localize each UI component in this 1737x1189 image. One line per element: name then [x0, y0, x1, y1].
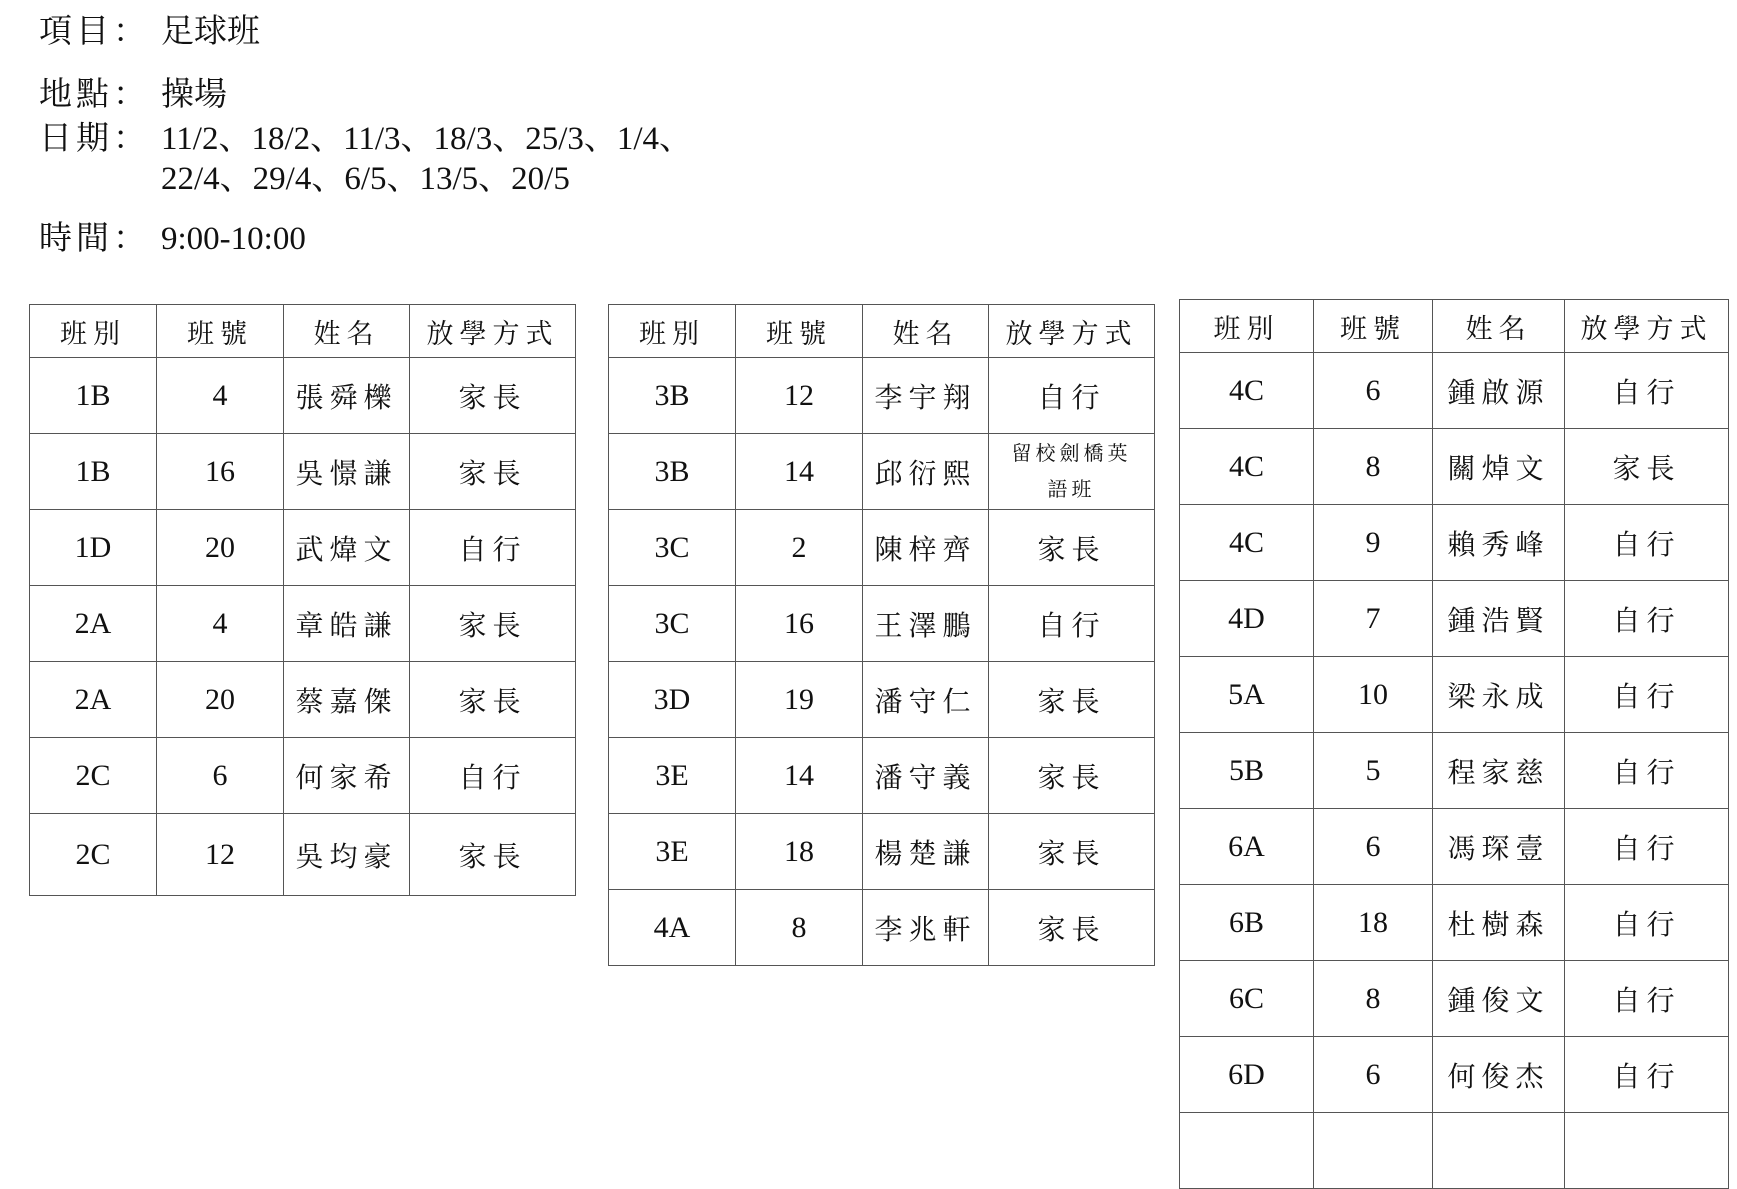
item-value: 足球班 [161, 14, 260, 50]
cell-class-number: 12 [736, 358, 863, 434]
header-name: 姓名 [1433, 300, 1565, 353]
cell-mode: 家長 [989, 510, 1155, 586]
header-row [1180, 300, 1729, 353]
cell-mode: 家長 [1565, 429, 1729, 505]
cell-name: 邱衍熙 [863, 434, 989, 510]
cell-class: 3B [609, 358, 736, 434]
cell-mode: 家長 [410, 814, 576, 896]
cell-class: 3E [609, 814, 736, 890]
cell-name: 蔡嘉傑 [284, 662, 410, 738]
cell-name: 楊楚謙 [863, 814, 989, 890]
cell-mode: 自行 [1565, 657, 1729, 733]
student-table-2 [608, 304, 1155, 966]
cell-class-number: 4 [157, 586, 284, 662]
cell-class: 3D [609, 662, 736, 738]
student-table-3 [1179, 299, 1729, 1189]
cell-class: 1B [30, 434, 157, 510]
cell-mode: 家長 [989, 662, 1155, 738]
table-row [609, 738, 1155, 814]
table-row [30, 814, 576, 896]
table-row [30, 586, 576, 662]
table-row [609, 890, 1155, 966]
cell-class: 4D [1180, 581, 1314, 657]
cell-class: 3C [609, 586, 736, 662]
cell-class-number: 20 [157, 662, 284, 738]
cell-mode: 自行 [1565, 1037, 1729, 1113]
table-row [1180, 1037, 1729, 1113]
cell-class: 4C [1180, 505, 1314, 581]
date-value-line2: 22/4、29/4、6/5、13/5、20/5 [161, 161, 570, 197]
cell-class-number: 14 [736, 434, 863, 510]
cell-name: 鍾浩賢 [1433, 581, 1565, 657]
cell-mode: 自行 [1565, 581, 1729, 657]
cell-empty [1314, 1113, 1433, 1189]
cell-name: 吳憬謙 [284, 434, 410, 510]
table-row [30, 434, 576, 510]
cell-class-number: 8 [1314, 961, 1433, 1037]
cell-class: 2A [30, 586, 157, 662]
cell-class-number: 12 [157, 814, 284, 896]
cell-empty [1433, 1113, 1565, 1189]
cell-empty [1565, 1113, 1729, 1189]
time-value: 9:00-10:00 [161, 221, 306, 257]
cell-name: 王澤鵬 [863, 586, 989, 662]
cell-mode: 自行 [410, 510, 576, 586]
cell-name: 鍾啟源 [1433, 353, 1565, 429]
cell-mode: 家長 [989, 890, 1155, 966]
header-class: 班別 [609, 305, 736, 358]
header-mode: 放學方式 [1565, 300, 1729, 353]
table-row [1180, 961, 1729, 1037]
cell-name: 吳均豪 [284, 814, 410, 896]
header-class-number: 班號 [736, 305, 863, 358]
cell-mode: 自行 [1565, 809, 1729, 885]
cell-class: 3B [609, 434, 736, 510]
header-mode: 放學方式 [410, 305, 576, 358]
cell-mode: 自行 [989, 586, 1155, 662]
cell-class: 1D [30, 510, 157, 586]
cell-class: 3E [609, 738, 736, 814]
place-value: 操場 [161, 77, 227, 113]
table-row [609, 358, 1155, 434]
cell-class-number: 7 [1314, 581, 1433, 657]
cell-class-number: 18 [736, 814, 863, 890]
cell-name: 鍾俊文 [1433, 961, 1565, 1037]
cell-name: 程家慈 [1433, 733, 1565, 809]
cell-mode: 留校劍橋英 語班 [989, 434, 1155, 510]
cell-class: 6B [1180, 885, 1314, 961]
cell-class: 2C [30, 814, 157, 896]
table-row [609, 814, 1155, 890]
cell-name: 武煒文 [284, 510, 410, 586]
table-row [1180, 733, 1729, 809]
table-row [1180, 885, 1729, 961]
cell-class: 6A [1180, 809, 1314, 885]
cell-class-number: 18 [1314, 885, 1433, 961]
time-line [39, 219, 306, 259]
header-class-number: 班號 [1314, 300, 1433, 353]
cell-class-number: 2 [736, 510, 863, 586]
cell-name: 潘守仁 [863, 662, 989, 738]
table-row [1180, 581, 1729, 657]
cell-mode: 家長 [410, 662, 576, 738]
cell-name: 杜樹森 [1433, 885, 1565, 961]
cell-class-number: 6 [1314, 353, 1433, 429]
header-class: 班別 [30, 305, 157, 358]
cell-class: 5B [1180, 733, 1314, 809]
table-row [609, 586, 1155, 662]
cell-class-number: 19 [736, 662, 863, 738]
table-row [1180, 809, 1729, 885]
date-label: 日期： [39, 121, 150, 157]
cell-class: 4C [1180, 429, 1314, 505]
date-value-line1: 11/2、18/2、11/3、18/3、25/3、1/4、 [161, 121, 693, 157]
cell-mode: 自行 [1565, 733, 1729, 809]
cell-name: 潘守義 [863, 738, 989, 814]
cell-empty [1180, 1113, 1314, 1189]
cell-class-number: 6 [1314, 809, 1433, 885]
cell-name: 何俊杰 [1433, 1037, 1565, 1113]
cell-name: 張舜櫟 [284, 358, 410, 434]
cell-name: 何家希 [284, 738, 410, 814]
cell-mode: 家長 [989, 814, 1155, 890]
cell-mode: 家長 [410, 586, 576, 662]
cell-class-number: 6 [157, 738, 284, 814]
cell-mode: 自行 [1565, 961, 1729, 1037]
item-label: 項目： [39, 14, 150, 50]
cell-name: 馮琛壹 [1433, 809, 1565, 885]
table-row [1180, 353, 1729, 429]
date-line [39, 119, 692, 199]
time-label: 時間： [39, 221, 150, 257]
cell-class: 4A [609, 890, 736, 966]
cell-mode: 家長 [989, 738, 1155, 814]
table-row [1180, 657, 1729, 733]
cell-class-number: 4 [157, 358, 284, 434]
table-row [1180, 505, 1729, 581]
cell-mode: 自行 [1565, 353, 1729, 429]
cell-name: 陳梓齊 [863, 510, 989, 586]
table-row [609, 434, 1155, 510]
cell-class-number: 8 [1314, 429, 1433, 505]
cell-mode: 家長 [410, 358, 576, 434]
table-row [609, 662, 1155, 738]
cell-class-number: 8 [736, 890, 863, 966]
place-label: 地點： [39, 77, 150, 113]
cell-class-number: 20 [157, 510, 284, 586]
table-row [30, 510, 576, 586]
table-row [1180, 429, 1729, 505]
cell-name: 賴秀峰 [1433, 505, 1565, 581]
cell-class-number: 16 [736, 586, 863, 662]
cell-class: 1B [30, 358, 157, 434]
header-mode: 放學方式 [989, 305, 1155, 358]
cell-mode: 自行 [1565, 885, 1729, 961]
header-row [609, 305, 1155, 358]
table-row [609, 510, 1155, 586]
cell-name: 李宇翔 [863, 358, 989, 434]
cell-name: 章皓謙 [284, 586, 410, 662]
cell-name: 關焯文 [1433, 429, 1565, 505]
cell-class: 5A [1180, 657, 1314, 733]
header-name: 姓名 [863, 305, 989, 358]
cell-class: 6C [1180, 961, 1314, 1037]
header-name: 姓名 [284, 305, 410, 358]
student-table-1 [29, 304, 576, 896]
cell-mode: 自行 [410, 738, 576, 814]
cell-class-number: 5 [1314, 733, 1433, 809]
cell-mode: 自行 [1565, 505, 1729, 581]
cell-class: 6D [1180, 1037, 1314, 1113]
header-class-number: 班號 [157, 305, 284, 358]
cell-class: 2A [30, 662, 157, 738]
table-row-partial [1180, 1113, 1729, 1189]
item-line [39, 12, 260, 52]
cell-class: 4C [1180, 353, 1314, 429]
cell-mode: 家長 [410, 434, 576, 510]
cell-class: 3C [609, 510, 736, 586]
cell-class-number: 14 [736, 738, 863, 814]
cell-class-number: 10 [1314, 657, 1433, 733]
cell-class-number: 6 [1314, 1037, 1433, 1113]
table-row [30, 738, 576, 814]
cell-class-number: 9 [1314, 505, 1433, 581]
cell-mode: 自行 [989, 358, 1155, 434]
place-line [39, 75, 227, 115]
cell-name: 李兆軒 [863, 890, 989, 966]
table-row [30, 662, 576, 738]
header-row [30, 305, 576, 358]
cell-class: 2C [30, 738, 157, 814]
header-class: 班別 [1180, 300, 1314, 353]
cell-name: 梁永成 [1433, 657, 1565, 733]
cell-class-number: 16 [157, 434, 284, 510]
table-row [30, 358, 576, 434]
